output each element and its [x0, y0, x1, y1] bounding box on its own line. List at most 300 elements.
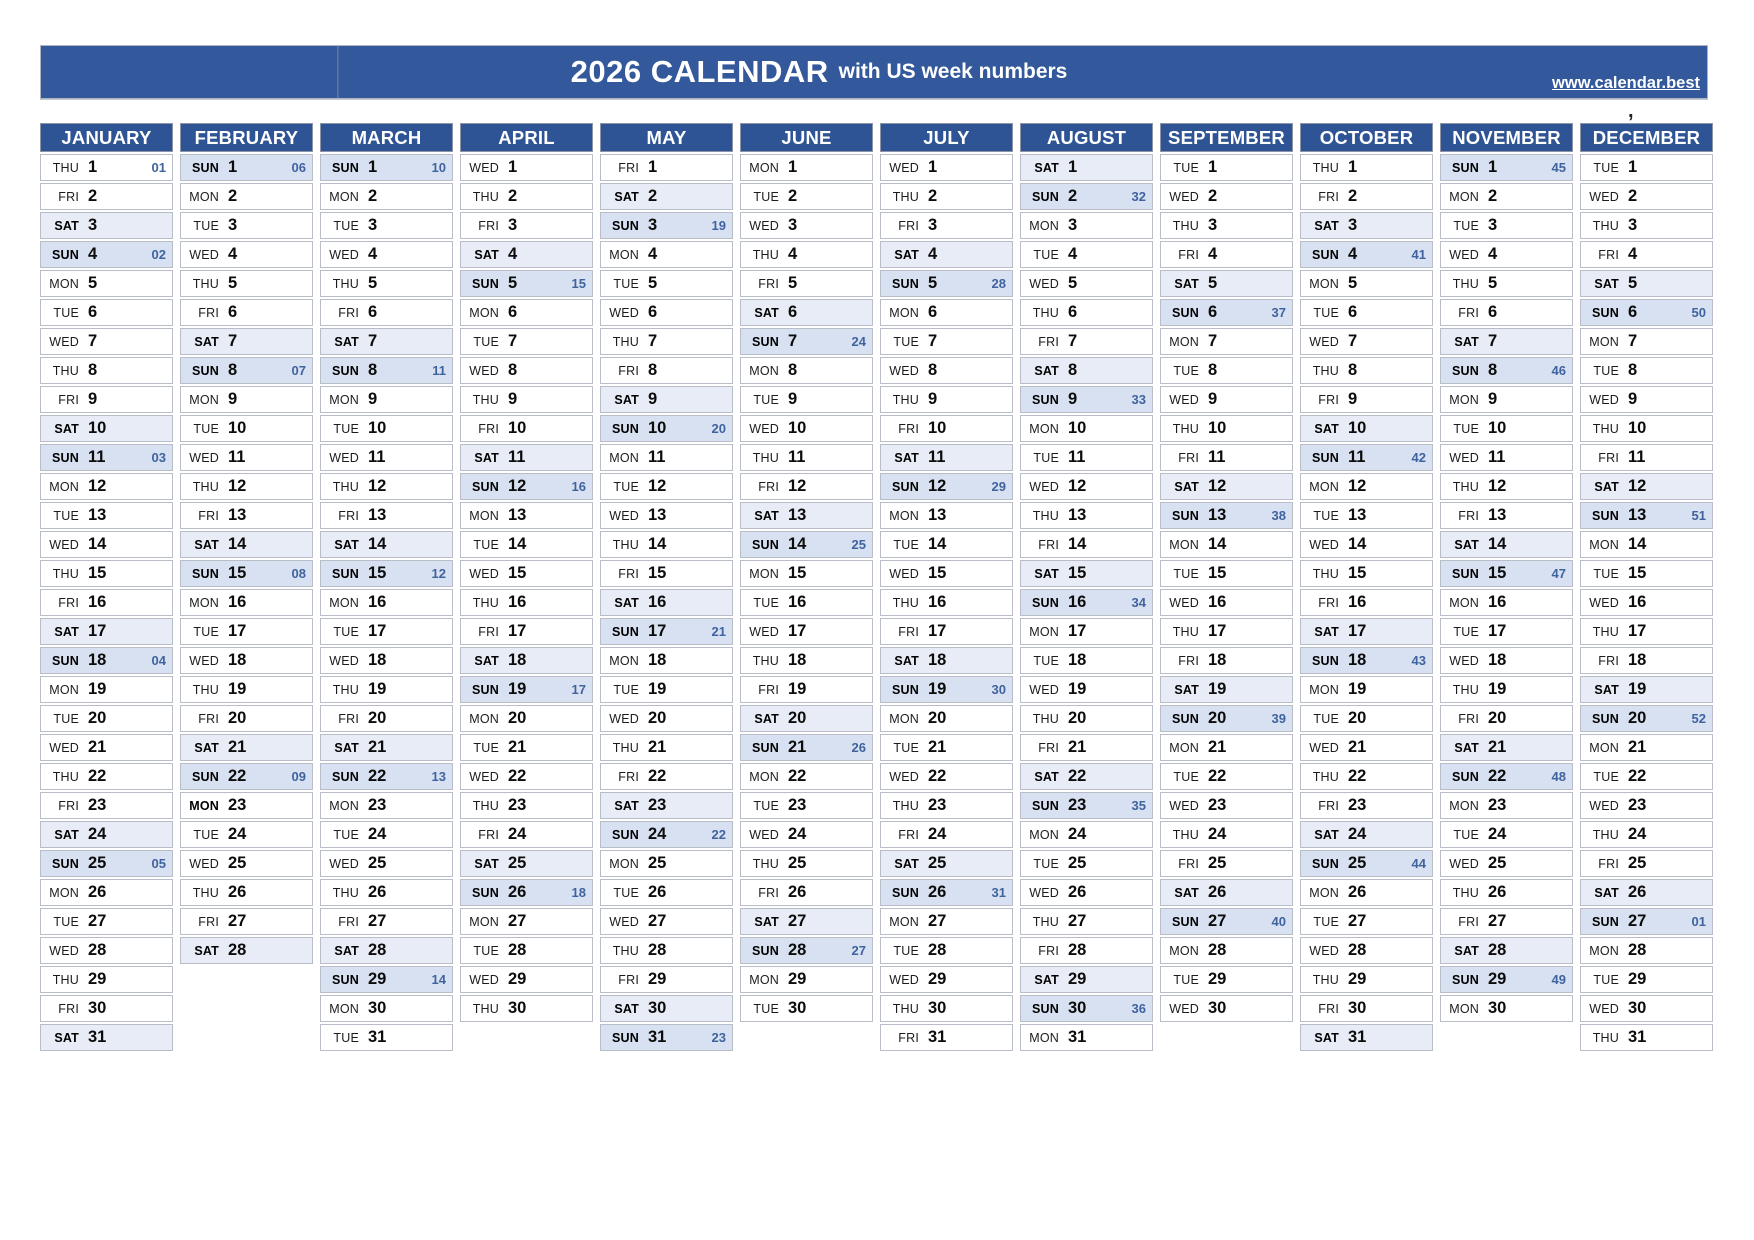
- day-row: [460, 444, 593, 471]
- day-number: 31: [1068, 1028, 1087, 1046]
- day-abbrev: SUN: [1032, 392, 1059, 407]
- day-abbrev: WED: [1029, 276, 1059, 291]
- day-number: 10: [928, 419, 947, 437]
- day-abbrev: WED: [1169, 1001, 1199, 1016]
- day-number: 5: [368, 274, 378, 292]
- day-number: 9: [508, 390, 518, 408]
- day-number: 19: [88, 680, 107, 698]
- day-abbrev: MON: [49, 479, 79, 494]
- day-number: 7: [648, 332, 658, 350]
- day-abbrev: TUE: [193, 827, 219, 842]
- day-row: [180, 705, 313, 732]
- day-number: 1: [228, 158, 238, 176]
- day-number: 23: [1348, 796, 1367, 814]
- day-row: [1440, 734, 1573, 761]
- day-abbrev: SAT: [614, 595, 639, 610]
- week-number: 51: [1691, 508, 1706, 523]
- day-number: 26: [88, 883, 107, 901]
- day-number: 3: [508, 216, 518, 234]
- day-abbrev: THU: [752, 856, 779, 871]
- day-row: [1440, 531, 1573, 558]
- day-abbrev: TUE: [753, 392, 779, 407]
- day-abbrev: SUN: [472, 276, 499, 291]
- page-title-subtitle: with US week numbers: [838, 60, 1068, 83]
- day-row: [1020, 328, 1153, 355]
- day-row: [320, 241, 453, 268]
- day-abbrev: THU: [472, 189, 499, 204]
- month-column-may: [600, 123, 733, 1053]
- day-row: [460, 908, 593, 935]
- day-number: 28: [1068, 941, 1087, 959]
- day-number: 13: [648, 506, 667, 524]
- day-abbrev: FRI: [1598, 856, 1619, 871]
- day-abbrev: WED: [1309, 740, 1339, 755]
- day-number: 7: [88, 332, 98, 350]
- day-row: [1580, 270, 1713, 297]
- website-link[interactable]: www.calendar.best: [1552, 74, 1700, 92]
- day-row: [880, 270, 1013, 297]
- day-row: [180, 879, 313, 906]
- day-number: 30: [88, 999, 107, 1017]
- day-row: [880, 212, 1013, 239]
- day-row: [40, 386, 173, 413]
- day-number: 17: [368, 622, 387, 640]
- day-row: [600, 299, 733, 326]
- day-row: [1580, 734, 1713, 761]
- day-number: 23: [928, 796, 947, 814]
- day-abbrev: SAT: [894, 450, 919, 465]
- day-number: 4: [1068, 245, 1078, 263]
- day-number: 20: [508, 709, 527, 727]
- day-number: 13: [1068, 506, 1087, 524]
- day-abbrev: WED: [189, 653, 219, 668]
- day-row: [600, 589, 733, 616]
- day-row: [1160, 850, 1293, 877]
- day-number: 2: [228, 187, 238, 205]
- day-abbrev: FRI: [618, 160, 639, 175]
- day-row: [320, 850, 453, 877]
- day-number: 12: [1488, 477, 1507, 495]
- day-number: 3: [1208, 216, 1218, 234]
- day-row: [740, 995, 873, 1022]
- day-abbrev: SAT: [1174, 885, 1199, 900]
- day-abbrev: FRI: [1458, 305, 1479, 320]
- day-number: 28: [508, 941, 527, 959]
- day-row: [880, 154, 1013, 181]
- day-abbrev: TUE: [1593, 972, 1619, 987]
- day-row: [180, 212, 313, 239]
- day-abbrev: MON: [1029, 624, 1059, 639]
- day-number: 10: [228, 419, 247, 437]
- month-column-november: [1440, 123, 1573, 1053]
- day-number: 17: [228, 622, 247, 640]
- day-abbrev: TUE: [1173, 769, 1199, 784]
- day-number: 15: [1628, 564, 1647, 582]
- day-number: 29: [1628, 970, 1647, 988]
- day-row: [1020, 357, 1153, 384]
- day-abbrev: SAT: [1594, 885, 1619, 900]
- day-abbrev: SAT: [54, 827, 79, 842]
- day-abbrev: MON: [1449, 595, 1479, 610]
- week-number: 27: [851, 943, 866, 958]
- day-abbrev: SUN: [1172, 914, 1199, 929]
- day-row: [600, 560, 733, 587]
- day-number: 1: [1068, 158, 1078, 176]
- day-row: [1160, 299, 1293, 326]
- day-row: [1160, 531, 1293, 558]
- day-number: 2: [1208, 187, 1218, 205]
- day-row: [1020, 792, 1153, 819]
- day-row: [1300, 154, 1433, 181]
- day-number: 2: [368, 187, 378, 205]
- day-abbrev: WED: [609, 305, 639, 320]
- day-abbrev: WED: [1589, 1001, 1619, 1016]
- day-number: 15: [1348, 564, 1367, 582]
- day-abbrev: WED: [189, 247, 219, 262]
- day-number: 30: [1488, 999, 1507, 1017]
- day-number: 5: [1068, 274, 1078, 292]
- day-row: [40, 676, 173, 703]
- day-abbrev: WED: [189, 856, 219, 871]
- day-abbrev: MON: [1169, 740, 1199, 755]
- day-number: 4: [648, 245, 658, 263]
- day-abbrev: FRI: [58, 392, 79, 407]
- day-row: [880, 966, 1013, 993]
- day-number: 1: [1628, 158, 1638, 176]
- day-number: 5: [1488, 274, 1498, 292]
- week-number: 35: [1131, 798, 1146, 813]
- day-number: 18: [1348, 651, 1367, 669]
- day-abbrev: FRI: [58, 1001, 79, 1016]
- day-row: [880, 908, 1013, 935]
- day-row: [1020, 183, 1153, 210]
- day-number: 27: [1488, 912, 1507, 930]
- day-number: 31: [368, 1028, 387, 1046]
- day-row: [1300, 560, 1433, 587]
- day-abbrev: WED: [1449, 450, 1479, 465]
- day-number: 11: [1068, 448, 1086, 466]
- day-row: [600, 937, 733, 964]
- day-number: 9: [1208, 390, 1218, 408]
- day-number: 21: [508, 738, 527, 756]
- day-number: 19: [1488, 680, 1507, 698]
- day-number: 24: [1488, 825, 1507, 843]
- day-abbrev: WED: [469, 363, 499, 378]
- day-abbrev: TUE: [333, 1030, 359, 1045]
- day-row: [1300, 937, 1433, 964]
- day-abbrev: WED: [1169, 595, 1199, 610]
- day-abbrev: FRI: [338, 508, 359, 523]
- day-row: [320, 734, 453, 761]
- week-number: 45: [1551, 160, 1566, 175]
- day-abbrev: SAT: [54, 218, 79, 233]
- day-abbrev: TUE: [1593, 769, 1619, 784]
- day-abbrev: THU: [612, 943, 639, 958]
- day-row: [740, 270, 873, 297]
- day-row: [1020, 1024, 1153, 1051]
- day-abbrev: THU: [332, 276, 359, 291]
- day-abbrev: WED: [189, 450, 219, 465]
- day-number: 31: [928, 1028, 947, 1046]
- day-row: [1440, 618, 1573, 645]
- day-row: [1160, 966, 1293, 993]
- day-row: [1160, 502, 1293, 529]
- page-title: [0, 46, 1652, 98]
- day-number: 25: [1208, 854, 1227, 872]
- day-abbrev: SUN: [1452, 363, 1479, 378]
- day-number: 22: [1488, 767, 1507, 785]
- day-abbrev: THU: [612, 537, 639, 552]
- day-number: 29: [648, 970, 667, 988]
- day-row: [880, 386, 1013, 413]
- day-number: 12: [508, 477, 527, 495]
- day-number: 7: [368, 332, 378, 350]
- day-row: [40, 502, 173, 529]
- day-number: 2: [928, 187, 938, 205]
- day-number: 22: [648, 767, 667, 785]
- day-abbrev: THU: [332, 682, 359, 697]
- day-number: 4: [508, 245, 518, 263]
- day-number: 25: [508, 854, 527, 872]
- day-row: [180, 299, 313, 326]
- day-row: [880, 647, 1013, 674]
- week-number: 29: [991, 479, 1006, 494]
- day-abbrev: SUN: [192, 566, 219, 581]
- day-number: 1: [928, 158, 938, 176]
- day-row: [600, 966, 733, 993]
- day-abbrev: MON: [749, 160, 779, 175]
- day-abbrev: THU: [892, 189, 919, 204]
- day-row: [1300, 676, 1433, 703]
- day-abbrev: MON: [1449, 189, 1479, 204]
- day-abbrev: SAT: [194, 943, 219, 958]
- day-row: [1160, 734, 1293, 761]
- day-number: 17: [508, 622, 527, 640]
- day-abbrev: SUN: [1452, 972, 1479, 987]
- day-row: [180, 908, 313, 935]
- day-row: [600, 531, 733, 558]
- day-row: [1440, 937, 1573, 964]
- day-number: 6: [88, 303, 98, 321]
- day-number: 20: [788, 709, 807, 727]
- day-number: 24: [508, 825, 527, 843]
- day-abbrev: SUN: [332, 566, 359, 581]
- day-number: 28: [648, 941, 667, 959]
- day-abbrev: TUE: [473, 740, 499, 755]
- day-row: [600, 212, 733, 239]
- day-row: [180, 647, 313, 674]
- day-row: [740, 473, 873, 500]
- day-number: 28: [1208, 941, 1227, 959]
- day-number: 8: [1208, 361, 1218, 379]
- month-header-september: SEPTEMBER: [1160, 123, 1293, 152]
- day-number: 4: [88, 245, 98, 263]
- day-abbrev: WED: [889, 160, 919, 175]
- day-number: 2: [508, 187, 518, 205]
- day-abbrev: WED: [1029, 885, 1059, 900]
- day-row: [880, 937, 1013, 964]
- day-number: 28: [368, 941, 387, 959]
- day-abbrev: TUE: [1593, 566, 1619, 581]
- day-abbrev: TUE: [893, 537, 919, 552]
- day-row: [460, 705, 593, 732]
- day-abbrev: WED: [329, 856, 359, 871]
- day-number: 12: [1628, 477, 1647, 495]
- day-number: 27: [1208, 912, 1227, 930]
- day-row: [1300, 473, 1433, 500]
- day-abbrev: THU: [892, 392, 919, 407]
- day-abbrev: FRI: [1318, 189, 1339, 204]
- day-row: [600, 444, 733, 471]
- day-number: 19: [928, 680, 947, 698]
- day-row: [1440, 386, 1573, 413]
- day-abbrev: SAT: [474, 247, 499, 262]
- day-abbrev: SAT: [894, 653, 919, 668]
- day-abbrev: FRI: [898, 624, 919, 639]
- day-abbrev: THU: [892, 798, 919, 813]
- day-row: [1300, 386, 1433, 413]
- day-number: 28: [1348, 941, 1367, 959]
- day-abbrev: FRI: [1038, 740, 1059, 755]
- day-abbrev: SAT: [1594, 682, 1619, 697]
- day-number: 26: [368, 883, 387, 901]
- day-row: [40, 444, 173, 471]
- day-number: 3: [648, 216, 658, 234]
- day-number: 6: [508, 303, 518, 321]
- day-abbrev: SAT: [1174, 276, 1199, 291]
- day-number: 11: [1488, 448, 1506, 466]
- day-row: [1440, 589, 1573, 616]
- day-number: 10: [1208, 419, 1227, 437]
- week-number: 10: [431, 160, 446, 175]
- day-abbrev: MON: [1589, 740, 1619, 755]
- day-row: [40, 473, 173, 500]
- day-number: 3: [928, 216, 938, 234]
- day-number: 17: [788, 622, 807, 640]
- month-header-june: JUNE: [740, 123, 873, 152]
- day-row: [1440, 879, 1573, 906]
- day-row: [1020, 560, 1153, 587]
- day-abbrev: SUN: [1592, 508, 1619, 523]
- day-row: [320, 589, 453, 616]
- day-number: 29: [1068, 970, 1087, 988]
- day-row: [180, 241, 313, 268]
- day-row: [740, 589, 873, 616]
- day-number: 28: [1628, 941, 1647, 959]
- day-number: 17: [928, 622, 947, 640]
- day-abbrev: MON: [1589, 334, 1619, 349]
- day-row: [460, 589, 593, 616]
- week-number: 31: [991, 885, 1006, 900]
- day-number: 26: [1068, 883, 1087, 901]
- day-row: [880, 502, 1013, 529]
- day-number: 9: [1068, 390, 1078, 408]
- day-number: 9: [928, 390, 938, 408]
- day-abbrev: MON: [1589, 943, 1619, 958]
- day-row: [460, 154, 593, 181]
- day-number: 26: [508, 883, 527, 901]
- month-column-january: [40, 123, 173, 1053]
- day-number: 26: [1628, 883, 1647, 901]
- day-abbrev: TUE: [893, 943, 919, 958]
- day-abbrev: FRI: [198, 711, 219, 726]
- day-abbrev: THU: [1032, 914, 1059, 929]
- day-number: 14: [1208, 535, 1227, 553]
- day-abbrev: FRI: [1458, 711, 1479, 726]
- day-abbrev: SAT: [334, 740, 359, 755]
- day-abbrev: WED: [1029, 479, 1059, 494]
- day-row: [1300, 357, 1433, 384]
- day-row: [1020, 850, 1153, 877]
- day-abbrev: SUN: [472, 682, 499, 697]
- day-row: [1160, 415, 1293, 442]
- day-number: 25: [88, 854, 107, 872]
- day-row: [740, 908, 873, 935]
- day-row: [1020, 879, 1153, 906]
- day-abbrev: WED: [469, 566, 499, 581]
- day-row: [320, 792, 453, 819]
- day-abbrev: SUN: [472, 479, 499, 494]
- day-row: [740, 937, 873, 964]
- day-row: [740, 850, 873, 877]
- day-abbrev: SAT: [474, 856, 499, 871]
- day-abbrev: SUN: [52, 450, 79, 465]
- day-number: 6: [368, 303, 378, 321]
- day-number: 12: [788, 477, 807, 495]
- day-row: [460, 357, 593, 384]
- day-abbrev: SUN: [1452, 566, 1479, 581]
- day-abbrev: FRI: [1038, 334, 1059, 349]
- day-row: [460, 734, 593, 761]
- day-number: 21: [368, 738, 387, 756]
- day-row: [40, 270, 173, 297]
- day-row: [1300, 270, 1433, 297]
- day-row: [1020, 734, 1153, 761]
- day-row: [1580, 618, 1713, 645]
- day-row: [40, 850, 173, 877]
- month-column-june: [740, 123, 873, 1053]
- day-row: [460, 763, 593, 790]
- calendar-grid: [40, 123, 1713, 1053]
- day-abbrev: MON: [1029, 421, 1059, 436]
- day-row: [1160, 647, 1293, 674]
- day-number: 8: [1348, 361, 1358, 379]
- day-abbrev: MON: [1169, 537, 1199, 552]
- week-number: 25: [851, 537, 866, 552]
- day-abbrev: WED: [49, 943, 79, 958]
- day-row: [320, 154, 453, 181]
- week-number: 32: [1131, 189, 1146, 204]
- week-number: 16: [571, 479, 586, 494]
- day-number: 21: [928, 738, 947, 756]
- day-number: 23: [1488, 796, 1507, 814]
- day-abbrev: THU: [1592, 1030, 1619, 1045]
- month-header-march: MARCH: [320, 123, 453, 152]
- week-number: 11: [432, 363, 446, 378]
- day-number: 18: [788, 651, 807, 669]
- day-number: 19: [788, 680, 807, 698]
- day-row: [1160, 676, 1293, 703]
- day-row: [880, 879, 1013, 906]
- day-number: 24: [648, 825, 667, 843]
- day-number: 16: [1068, 593, 1087, 611]
- day-abbrev: SUN: [332, 769, 359, 784]
- day-row: [1440, 328, 1573, 355]
- day-row: [600, 328, 733, 355]
- day-row: [740, 386, 873, 413]
- day-row: [600, 734, 733, 761]
- day-number: 29: [928, 970, 947, 988]
